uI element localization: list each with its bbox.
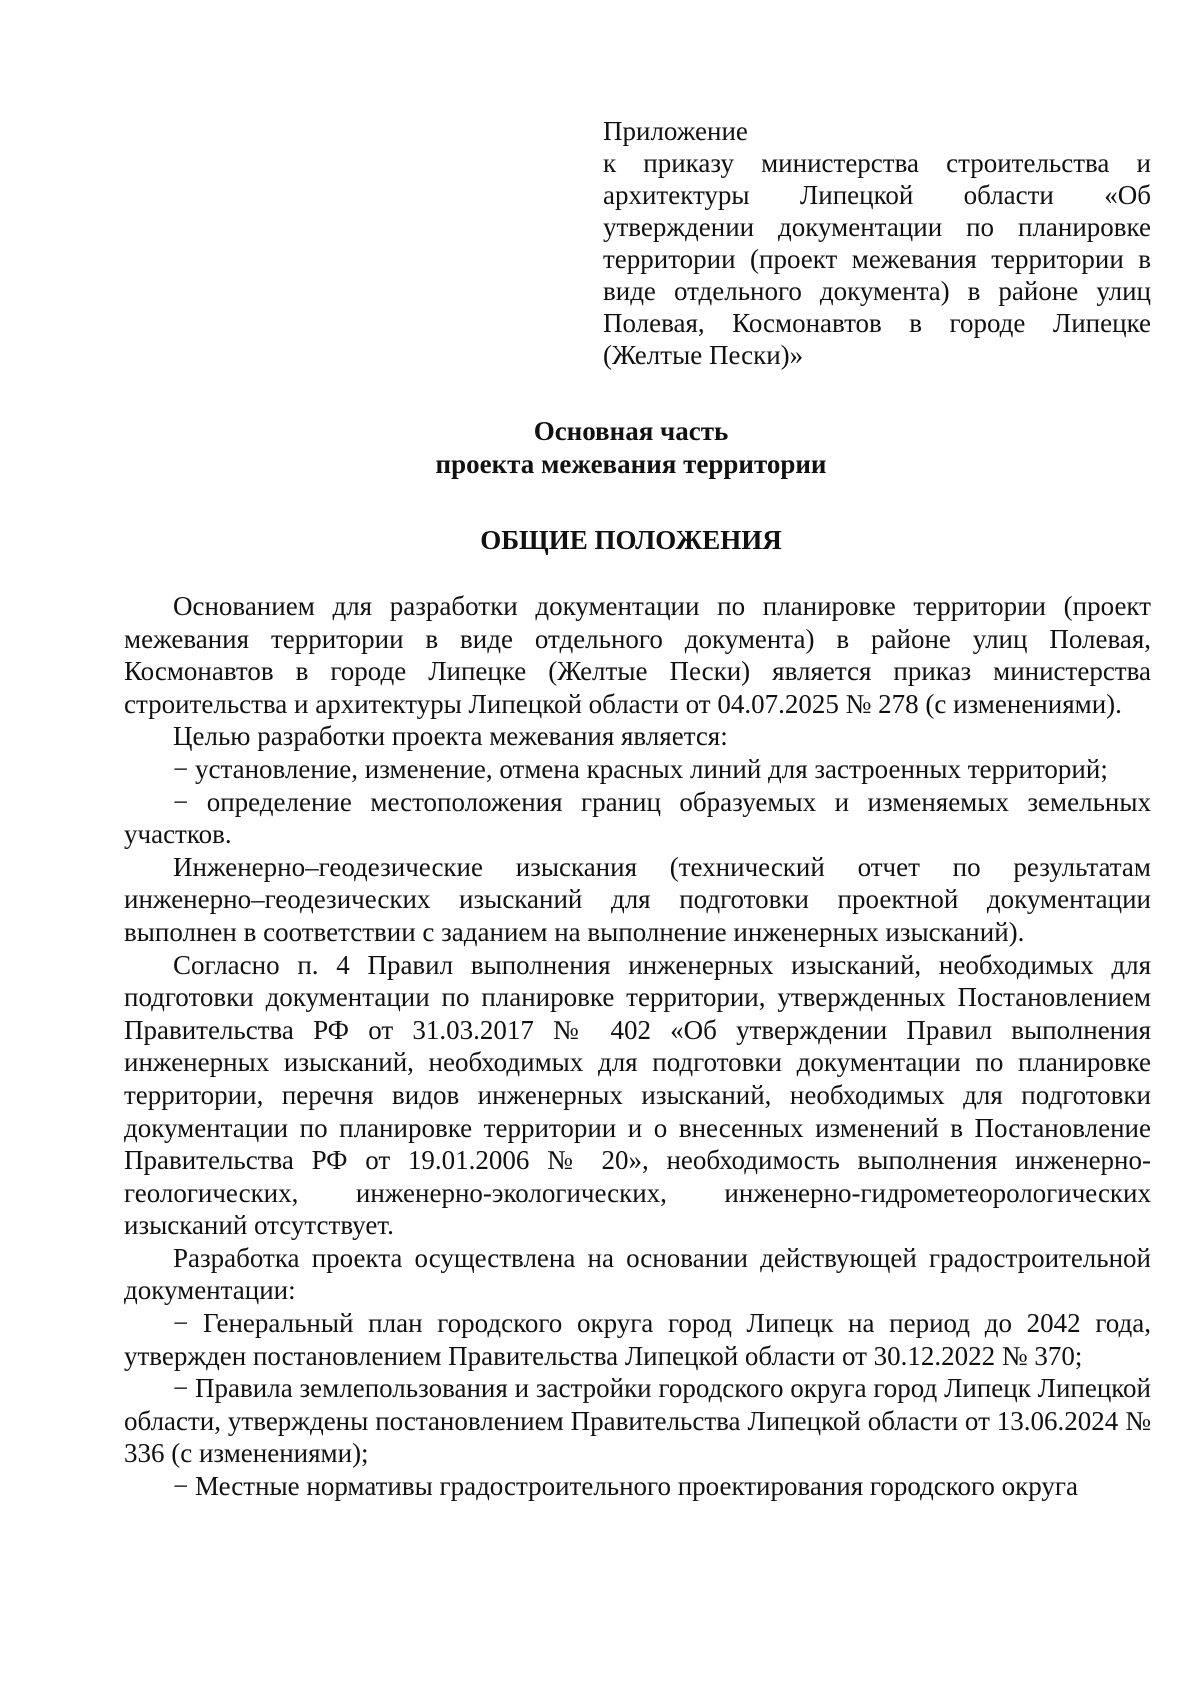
paragraph-development-basis: Разработка проекта осуществлена на основании действующей градостроительной документации: [124, 1242, 1151, 1306]
list-item-general-plan: − Генеральный план городского округа город Липецк на период до 2042 года, утвержден постановлением Правительства Липецкой области от 30.12.2022 № 370; [124, 1308, 1151, 1371]
paragraph-basis: Основанием для разработки документации по планировке территории (проект межевания территории в виде отдельного документа) в районе улиц Полевая, Космонавтов в городе Липецке (Желтые Пески) является приказ министерства строительства и архитектуры Липецкой области от 04.07.2025 № 278 (с изменениями). [124, 591, 1151, 719]
list-item-zoning-rules: − Правила землепользования и застройки городского округа город Липецк Липецкой области, утверждены постановлением Правительства Липецкой области от 13.06.2024 № 336 (с изменениями); [124, 1373, 1151, 1469]
paragraph-rules: Согласно п. 4 Правил выполнения инженерных изысканий, необходимых для подготовки документации по планировке территории, утвержденных Постановлением Правительства РФ от 31.03.2017 № 402 «Об утверждении Правил выполнения инженерных изысканий, необходимых для подготовки документации по планировке территории, перечня видов инженерных изысканий, необходимых для подготовки документации по планировке территории и о внесенных изменений в Постановление Правительства РФ от 19.01.2006 № 20», необходимость выполнения инженерно-геологических, инженерно-экологических, инженерно-гидрометеорологических изысканий отсутствует. [124, 949, 1151, 1241]
body-text [124, 590, 1151, 1503]
list-item-land-plots: − определение местоположения границ образуемых и изменяемых земельных участков. [124, 786, 1151, 850]
appendix-note [603, 115, 1151, 371]
appendix-label: Приложение [603, 116, 748, 146]
document-title [0, 415, 1200, 481]
appendix-text: к приказу министерства строительства и архитектуры Липецкой области «Об утверждении документации по планировке территории (проект межевания территории в виде отдельного документа) в районе улиц Полевая, Космонавтов в городе Липецке (Желтые Пески)» [603, 148, 1151, 370]
document-title-line-1: Основная часть [533, 416, 729, 446]
list-item-local-standards: − Местные нормативы градостроительного проектирования городского округа [173, 1471, 1078, 1502]
list-item-red-lines: − установление, изменение, отмена красных линий для застроенных территорий; [173, 753, 1108, 784]
paragraph-goal-intro: Целью разработки проекта межевания является: [173, 721, 728, 752]
section-heading: ОБЩИЕ ПОЛОЖЕНИЯ [480, 525, 782, 555]
paragraph-surveys: Инженерно–геодезические изыскания (технический отчет по результатам инженерно–геодезических изысканий для подготовки проектной документации выполнен в соответствии с заданием на выполнение инженерных изысканий). [124, 851, 1151, 947]
document-title-line-2: проекта межевания территории [435, 449, 827, 479]
